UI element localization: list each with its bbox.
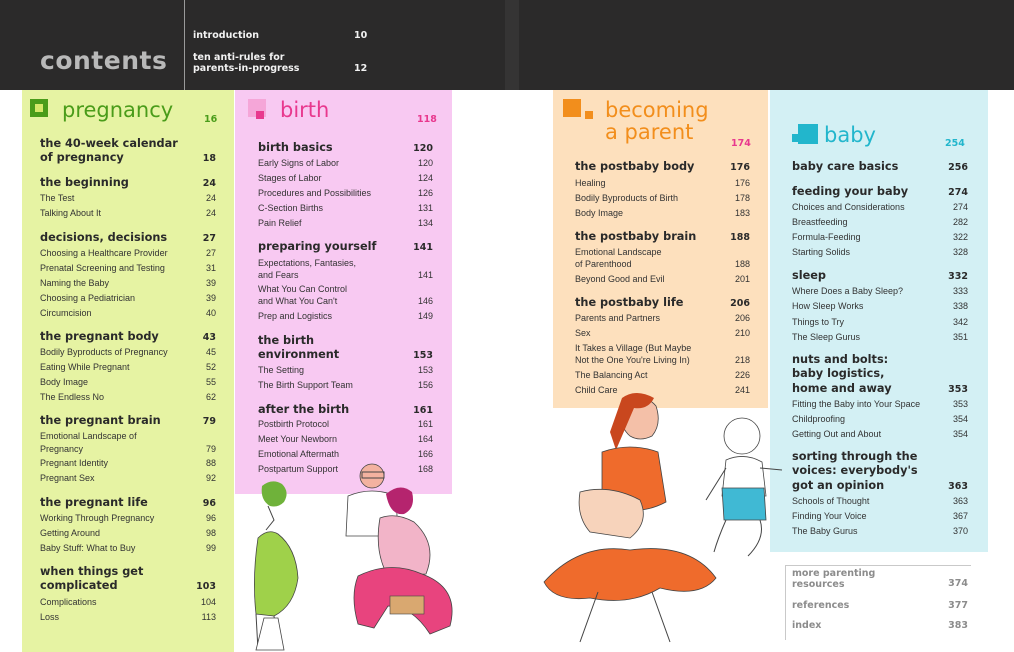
header-bar [0, 0, 1014, 90]
toc-heading[interactable] [792, 450, 968, 464]
toc-entry-title: Eating While Pregnant [40, 362, 130, 372]
toc-entry-page: 62 [205, 392, 216, 402]
toc-heading[interactable] [258, 141, 433, 155]
page-title: contents [40, 46, 168, 75]
toc-entry[interactable] [792, 246, 968, 258]
toc-entry[interactable] [258, 187, 433, 199]
toc-entry-page: 351 [952, 332, 968, 342]
toc-entry-page: 40 [205, 308, 216, 318]
toc-heading[interactable] [40, 231, 216, 245]
toc-entry-title: How Sleep Works [792, 301, 864, 311]
toc-entry-title: Prenatal Screening and Testing [40, 263, 165, 273]
toc-entry[interactable] [258, 269, 433, 281]
section-title: pregnancy [62, 98, 174, 122]
toc-entry-title: Schools of Thought [792, 496, 870, 506]
section-title: baby [824, 123, 876, 147]
toc-entry-title: more parenting resources [792, 568, 876, 590]
toc-entry-page: 156 [417, 380, 433, 390]
toc-entry-title: Talking About It [40, 208, 102, 218]
toc-entry-title: It Takes a Village (But Maybe [575, 343, 692, 353]
toc-entry-title: Getting Around [40, 528, 101, 538]
toc-entry-page: 120 [417, 158, 433, 168]
toc-entry-title: Postbirth Protocol [258, 419, 330, 429]
section-head-pregnancy[interactable] [30, 99, 173, 125]
toc-entry-title: home and away [792, 382, 892, 395]
toc-entry[interactable] [258, 217, 433, 229]
toc-entry-title: the postbaby body [575, 160, 695, 173]
toc-entry-references[interactable] [792, 600, 968, 611]
pregnant-woman-illustration [244, 478, 319, 650]
toc-entry-title: the pregnant brain [40, 414, 161, 427]
page-seam [505, 0, 519, 90]
toc-entry[interactable] [40, 262, 216, 274]
toc-entry-page: 176 [734, 178, 750, 188]
section-page: 16 [204, 114, 218, 125]
section-head-becoming-a-parent[interactable] [563, 99, 709, 143]
toc-entry-title: The Sleep Gurus [792, 332, 861, 342]
toc-entry-title: Beyond Good and Evil [575, 274, 665, 284]
toc-entry-page: 241 [734, 385, 750, 395]
toc-entry-page: 12 [354, 63, 368, 74]
toc-entry-page: 99 [205, 543, 216, 553]
toc-heading[interactable] [258, 348, 433, 362]
toc-heading[interactable] [792, 464, 968, 478]
toc-entry-title: after the birth [258, 403, 350, 416]
section-page: 118 [417, 114, 437, 125]
toc-entry-page: 354 [952, 414, 968, 424]
toc-entry-page: 353 [948, 383, 968, 395]
toc-entry[interactable] [40, 542, 216, 554]
toc-entry-page: 27 [202, 232, 216, 244]
section-head-baby[interactable] [792, 124, 876, 150]
toc-entry-page: 353 [952, 399, 968, 409]
toc-entry-page: 367 [952, 511, 968, 521]
toc-heading[interactable] [40, 496, 216, 510]
toc-entry[interactable] [40, 512, 216, 524]
toc-entry[interactable] [575, 273, 750, 285]
toc-entry[interactable] [792, 495, 968, 507]
toc-entry-title: Meet Your Newborn [258, 434, 338, 444]
toc-entry[interactable] [575, 258, 750, 270]
toc-entry[interactable] [792, 300, 968, 312]
toc-entry[interactable] [575, 192, 750, 204]
toc-entry-page: 206 [734, 313, 750, 323]
toc-entry-page: 24 [205, 208, 216, 218]
toc-entry-title: voices: everybody's [792, 464, 918, 477]
toc-entry-page: 188 [730, 231, 750, 243]
section-title: birth [280, 98, 330, 122]
toc-heading[interactable] [40, 176, 216, 190]
toc-entry-title: The Balancing Act [575, 370, 648, 380]
baby-illustration [700, 412, 790, 562]
toc-entry[interactable] [258, 257, 433, 269]
toc-entry-title: Pregnancy [40, 444, 84, 454]
toc-entry[interactable] [40, 346, 216, 358]
section-head-birth[interactable] [248, 99, 329, 125]
toc-entry-title: Emotional Landscape [575, 247, 662, 257]
toc-entry-page: 55 [205, 377, 216, 387]
toc-heading[interactable] [40, 137, 216, 151]
toc-entry[interactable] [258, 172, 433, 184]
toc-entry-title: got an opinion [792, 479, 885, 492]
toc-entry-title: when things get [40, 565, 144, 578]
toc-entry-page: 96 [202, 497, 216, 509]
toc-entry-title: The Endless No [40, 392, 105, 402]
toc-entry[interactable] [258, 283, 433, 295]
toc-entry-title: Loss [40, 612, 60, 622]
toc-entry-page: 363 [948, 480, 968, 492]
toc-entry-page: 210 [734, 328, 750, 338]
toc-entry[interactable] [575, 246, 750, 258]
toc-entry-title: Finding Your Voice [792, 511, 867, 521]
toc-entry-title: Choosing a Healthcare Provider [40, 248, 168, 258]
toc-entry[interactable] [40, 527, 216, 539]
toc-entry-title: environment [258, 348, 340, 361]
toc-entry-index[interactable] [792, 620, 968, 631]
toc-entry-title: sleep [792, 269, 827, 282]
toc-heading[interactable] [792, 367, 968, 381]
toc-entry-page: 104 [200, 597, 216, 607]
toc-entry[interactable] [792, 510, 968, 522]
toc-entry-title: Early Signs of Labor [258, 158, 340, 168]
pregnancy-logo-icon [30, 99, 56, 125]
toc-entry-title: The Birth Support Team [258, 380, 353, 390]
toc-entry[interactable] [792, 285, 968, 297]
toc-entry-page: 256 [948, 161, 968, 173]
toc-entry-page: 166 [417, 449, 433, 459]
toc-entry-title: the pregnant body [40, 330, 159, 343]
toc-entry-title: Expectations, Fantasies, [258, 258, 357, 268]
toc-entry-page: 10 [354, 30, 368, 41]
header-divider [184, 0, 185, 90]
toc-entry[interactable] [575, 369, 750, 381]
toc-entry-page: 149 [417, 311, 433, 321]
toc-entry-title: of pregnancy [40, 151, 124, 164]
toc-heading[interactable] [575, 296, 750, 310]
toc-entry-title: the pregnant life [40, 496, 148, 509]
toc-entry[interactable] [575, 207, 750, 219]
breastfeeding-mother-illustration [540, 392, 720, 648]
toc-entry[interactable] [258, 379, 433, 391]
toc-entry[interactable] [40, 192, 216, 204]
toc-entry-title: The Setting [258, 365, 305, 375]
toc-entry-title: index [792, 620, 822, 631]
toc-entry[interactable] [792, 201, 968, 213]
toc-entry-page: 103 [196, 580, 216, 592]
toc-entry-page: 131 [417, 203, 433, 213]
toc-heading[interactable] [792, 382, 968, 396]
toc-entry[interactable] [40, 472, 216, 484]
toc-entry-title: Breastfeeding [792, 217, 848, 227]
toc-heading[interactable] [792, 353, 968, 367]
toc-entry-page: 31 [205, 263, 216, 273]
toc-entry-page: 201 [734, 274, 750, 284]
toc-entry-title: the postbaby brain [575, 230, 697, 243]
toc-entry-more-parenting-resources[interactable] [792, 568, 968, 590]
toc-entry-title: Formula-Feeding [792, 232, 861, 242]
toc-heading[interactable] [40, 565, 216, 579]
toc-entry-title: Where Does a Baby Sleep? [792, 286, 904, 296]
toc-entry-page: 178 [734, 193, 750, 203]
toc-entry-title: feeding your baby [792, 185, 909, 198]
toc-entry-title: baby care basics [792, 160, 899, 173]
toc-entry-page: 332 [948, 270, 968, 282]
toc-entry-page: 328 [952, 247, 968, 257]
toc-entry[interactable] [792, 413, 968, 425]
toc-entry-page: 338 [952, 301, 968, 311]
toc-entry[interactable] [575, 177, 750, 189]
toc-entry[interactable] [575, 354, 750, 366]
section-title: becoming a parent [605, 98, 709, 144]
toc-entry-page: 333 [952, 286, 968, 296]
toc-entry-page: 322 [952, 232, 968, 242]
toc-entry-title: of Parenthood [575, 259, 632, 269]
couple-illustration [330, 456, 470, 648]
toc-entry-title: references [792, 600, 850, 611]
toc-entry[interactable] [575, 312, 750, 324]
toc-entry-page: 370 [952, 526, 968, 536]
toc-entry[interactable] [258, 157, 433, 169]
section-page: 174 [731, 138, 751, 149]
toc-entry-page: 274 [948, 186, 968, 198]
toc-heading[interactable] [575, 160, 750, 174]
toc-entry[interactable] [258, 295, 433, 307]
toc-entry[interactable] [792, 398, 968, 410]
toc-entry-page: 161 [413, 404, 433, 416]
toc-heading[interactable] [792, 185, 968, 199]
toc-entry-page: 45 [205, 347, 216, 357]
toc-entry-page: 39 [205, 293, 216, 303]
toc-entry-title: birth basics [258, 141, 333, 154]
toc-entry-title: Child Care [575, 385, 618, 395]
toc-entry-page: 79 [202, 415, 216, 427]
toc-entry-title: Parents and Partners [575, 313, 661, 323]
toc-entry-page: 141 [417, 270, 433, 280]
toc-entry-page: 79 [205, 444, 216, 454]
toc-entry[interactable] [40, 457, 216, 469]
toc-entry[interactable] [40, 207, 216, 219]
toc-entry[interactable] [40, 596, 216, 608]
toc-entry-title: Fitting the Baby into Your Space [792, 399, 921, 409]
toc-entry-title: Stages of Labor [258, 173, 322, 183]
toc-entry-page: 141 [413, 241, 433, 253]
toc-entry-title: Emotional Aftermath [258, 449, 340, 459]
toc-entry-page: 52 [205, 362, 216, 372]
toc-heading[interactable] [40, 151, 216, 165]
parent-logo-icon [563, 99, 589, 125]
toc-entry-title: Prep and Logistics [258, 311, 333, 321]
toc-entry-page: 164 [417, 434, 433, 444]
toc-entry-title: Body Image [575, 208, 624, 218]
toc-entry-title: complicated [40, 579, 118, 592]
toc-entry-title: Pain Relief [258, 218, 302, 228]
toc-entry-title: Postpartum Support [258, 464, 339, 474]
toc-entry-page: 218 [734, 355, 750, 365]
toc-entry-page: 188 [734, 259, 750, 269]
toc-entry-page: 183 [734, 208, 750, 218]
toc-entry-title: Starting Solids [792, 247, 851, 257]
toc-entry[interactable] [792, 216, 968, 228]
toc-entry-title: Complications [40, 597, 97, 607]
toc-entry-page: 27 [205, 248, 216, 258]
toc-entry-title: Getting Out and About [792, 429, 882, 439]
toc-entry-page: 92 [205, 473, 216, 483]
toc-entry-page: 146 [417, 296, 433, 306]
toc-entry-title: and Fears [258, 270, 299, 280]
toc-entry-page: 282 [952, 217, 968, 227]
toc-entry-title: sorting through the [792, 450, 918, 463]
toc-heading[interactable] [792, 269, 968, 283]
toc-entry-title: Body Image [40, 377, 89, 387]
toc-heading[interactable] [258, 403, 433, 417]
toc-entry-title: Bodily Byproducts of Birth [575, 193, 679, 203]
toc-entry-title: Procedures and Possibilities [258, 188, 372, 198]
toc-entry-title: nuts and bolts: [792, 353, 889, 366]
toc-entry-title: Sex [575, 328, 591, 338]
toc-heading[interactable] [40, 579, 216, 593]
toc-entry-page: 98 [205, 528, 216, 538]
toc-entry-page: 96 [205, 513, 216, 523]
toc-entry[interactable] [792, 316, 968, 328]
toc-entry[interactable] [40, 292, 216, 304]
toc-heading[interactable] [40, 330, 216, 344]
toc-entry-page: 354 [952, 429, 968, 439]
toc-entry-title: What You Can Control [258, 284, 348, 294]
toc-entry-page: 113 [201, 612, 216, 622]
toc-entry-page: 24 [205, 193, 216, 203]
toc-entry-page: 374 [948, 578, 968, 589]
toc-entry-page: 226 [734, 370, 750, 380]
toc-entry[interactable] [258, 202, 433, 214]
toc-entry-title: C-Section Births [258, 203, 324, 213]
toc-entry-title-2: parents-in-progress [193, 63, 300, 74]
toc-entry-title: and What You Can't [258, 296, 338, 306]
toc-entry-page: 383 [948, 620, 968, 631]
toc-entry[interactable] [40, 307, 216, 319]
toc-entry[interactable] [40, 430, 216, 442]
toc-entry-anti-rules[interactable] [193, 52, 299, 74]
toc-entry[interactable] [258, 418, 433, 430]
toc-entry[interactable] [40, 247, 216, 259]
toc-heading[interactable] [258, 240, 433, 254]
toc-entry-page: 124 [417, 173, 433, 183]
toc-entry-title: Healing [575, 178, 606, 188]
toc-entry[interactable] [792, 428, 968, 440]
back-matter-rule [785, 565, 971, 566]
toc-entry-title: Choosing a Pediatrician [40, 293, 136, 303]
toc-entry-page: 377 [948, 600, 968, 611]
toc-entry-page: 168 [417, 464, 433, 474]
toc-entry-title: Circumcision [40, 308, 92, 318]
toc-entry-title: the beginning [40, 176, 129, 189]
toc-entry-title: Emotional Landscape of [40, 431, 137, 441]
toc-entry-title: Naming the Baby [40, 278, 110, 288]
toc-entry-page: 120 [413, 142, 433, 154]
back-matter-rule-vertical [785, 565, 786, 640]
toc-entry[interactable] [258, 433, 433, 445]
toc-entry-page: 153 [417, 365, 433, 375]
toc-entry-page: 134 [417, 218, 433, 228]
toc-entry-title: ten anti-rules for [193, 52, 285, 63]
toc-entry-title: decisions, decisions [40, 231, 168, 244]
toc-entry-title: Baby Stuff: What to Buy [40, 543, 136, 553]
toc-entry[interactable] [575, 342, 750, 354]
toc-heading[interactable] [40, 414, 216, 428]
toc-entry-page: 88 [205, 458, 216, 468]
toc-entry-title: the postbaby life [575, 296, 684, 309]
toc-entry[interactable] [40, 277, 216, 289]
toc-entry-title: Pregnant Identity [40, 458, 109, 468]
birth-logo-icon [248, 99, 274, 125]
toc-heading[interactable] [792, 479, 968, 493]
toc-entry-page: 342 [952, 317, 968, 327]
toc-entry-introduction[interactable]: introduction [193, 30, 260, 41]
toc-entry-title: the 40-week calendar [40, 137, 178, 150]
toc-entry-title: baby logistics, [792, 367, 885, 380]
toc-entry-page: 153 [413, 349, 433, 361]
toc-entry-title: the birth [258, 334, 315, 347]
toc-entry[interactable] [792, 231, 968, 243]
toc-entry-page: 18 [202, 152, 216, 164]
toc-entry-page: 43 [202, 331, 216, 343]
toc-entry[interactable] [258, 310, 433, 322]
section-page: 254 [945, 138, 965, 149]
toc-entry[interactable] [40, 611, 216, 623]
toc-entry[interactable] [792, 525, 968, 537]
toc-entry-page: 206 [730, 297, 750, 309]
toc-heading[interactable] [258, 334, 433, 348]
toc-heading[interactable] [792, 160, 968, 174]
toc-entry-page: 176 [730, 161, 750, 173]
toc-entry[interactable] [40, 443, 216, 455]
toc-entry[interactable] [575, 327, 750, 339]
toc-entry-title: Not the One You're Living In) [575, 355, 690, 365]
baby-logo-icon [792, 124, 818, 150]
toc-entry-page: 274 [952, 202, 968, 212]
toc-entry-page: 39 [205, 278, 216, 288]
toc-heading[interactable] [575, 230, 750, 244]
toc-entry-title: The Test [40, 193, 75, 203]
toc-entry-title: Choices and Considerations [792, 202, 905, 212]
toc-entry[interactable] [40, 361, 216, 373]
toc-entry-title: The Baby Gurus [792, 526, 858, 536]
toc-entry-title: Things to Try [792, 317, 845, 327]
toc-entry-title: Working Through Pregnancy [40, 513, 155, 523]
toc-entry-title: Bodily Byproducts of Pregnancy [40, 347, 168, 357]
toc-entry[interactable] [258, 364, 433, 376]
toc-entry-title: preparing yourself [258, 240, 377, 253]
toc-entry-title: Childproofing [792, 414, 846, 424]
toc-entry[interactable] [40, 376, 216, 388]
toc-entry-page: 161 [417, 419, 433, 429]
toc-entry-page: 24 [202, 177, 216, 189]
toc-entry-page: 363 [952, 496, 968, 506]
toc-entry-page: 126 [417, 188, 433, 198]
toc-entry[interactable] [40, 391, 216, 403]
toc-entry-title: Pregnant Sex [40, 473, 95, 483]
toc-entry[interactable] [792, 331, 968, 343]
